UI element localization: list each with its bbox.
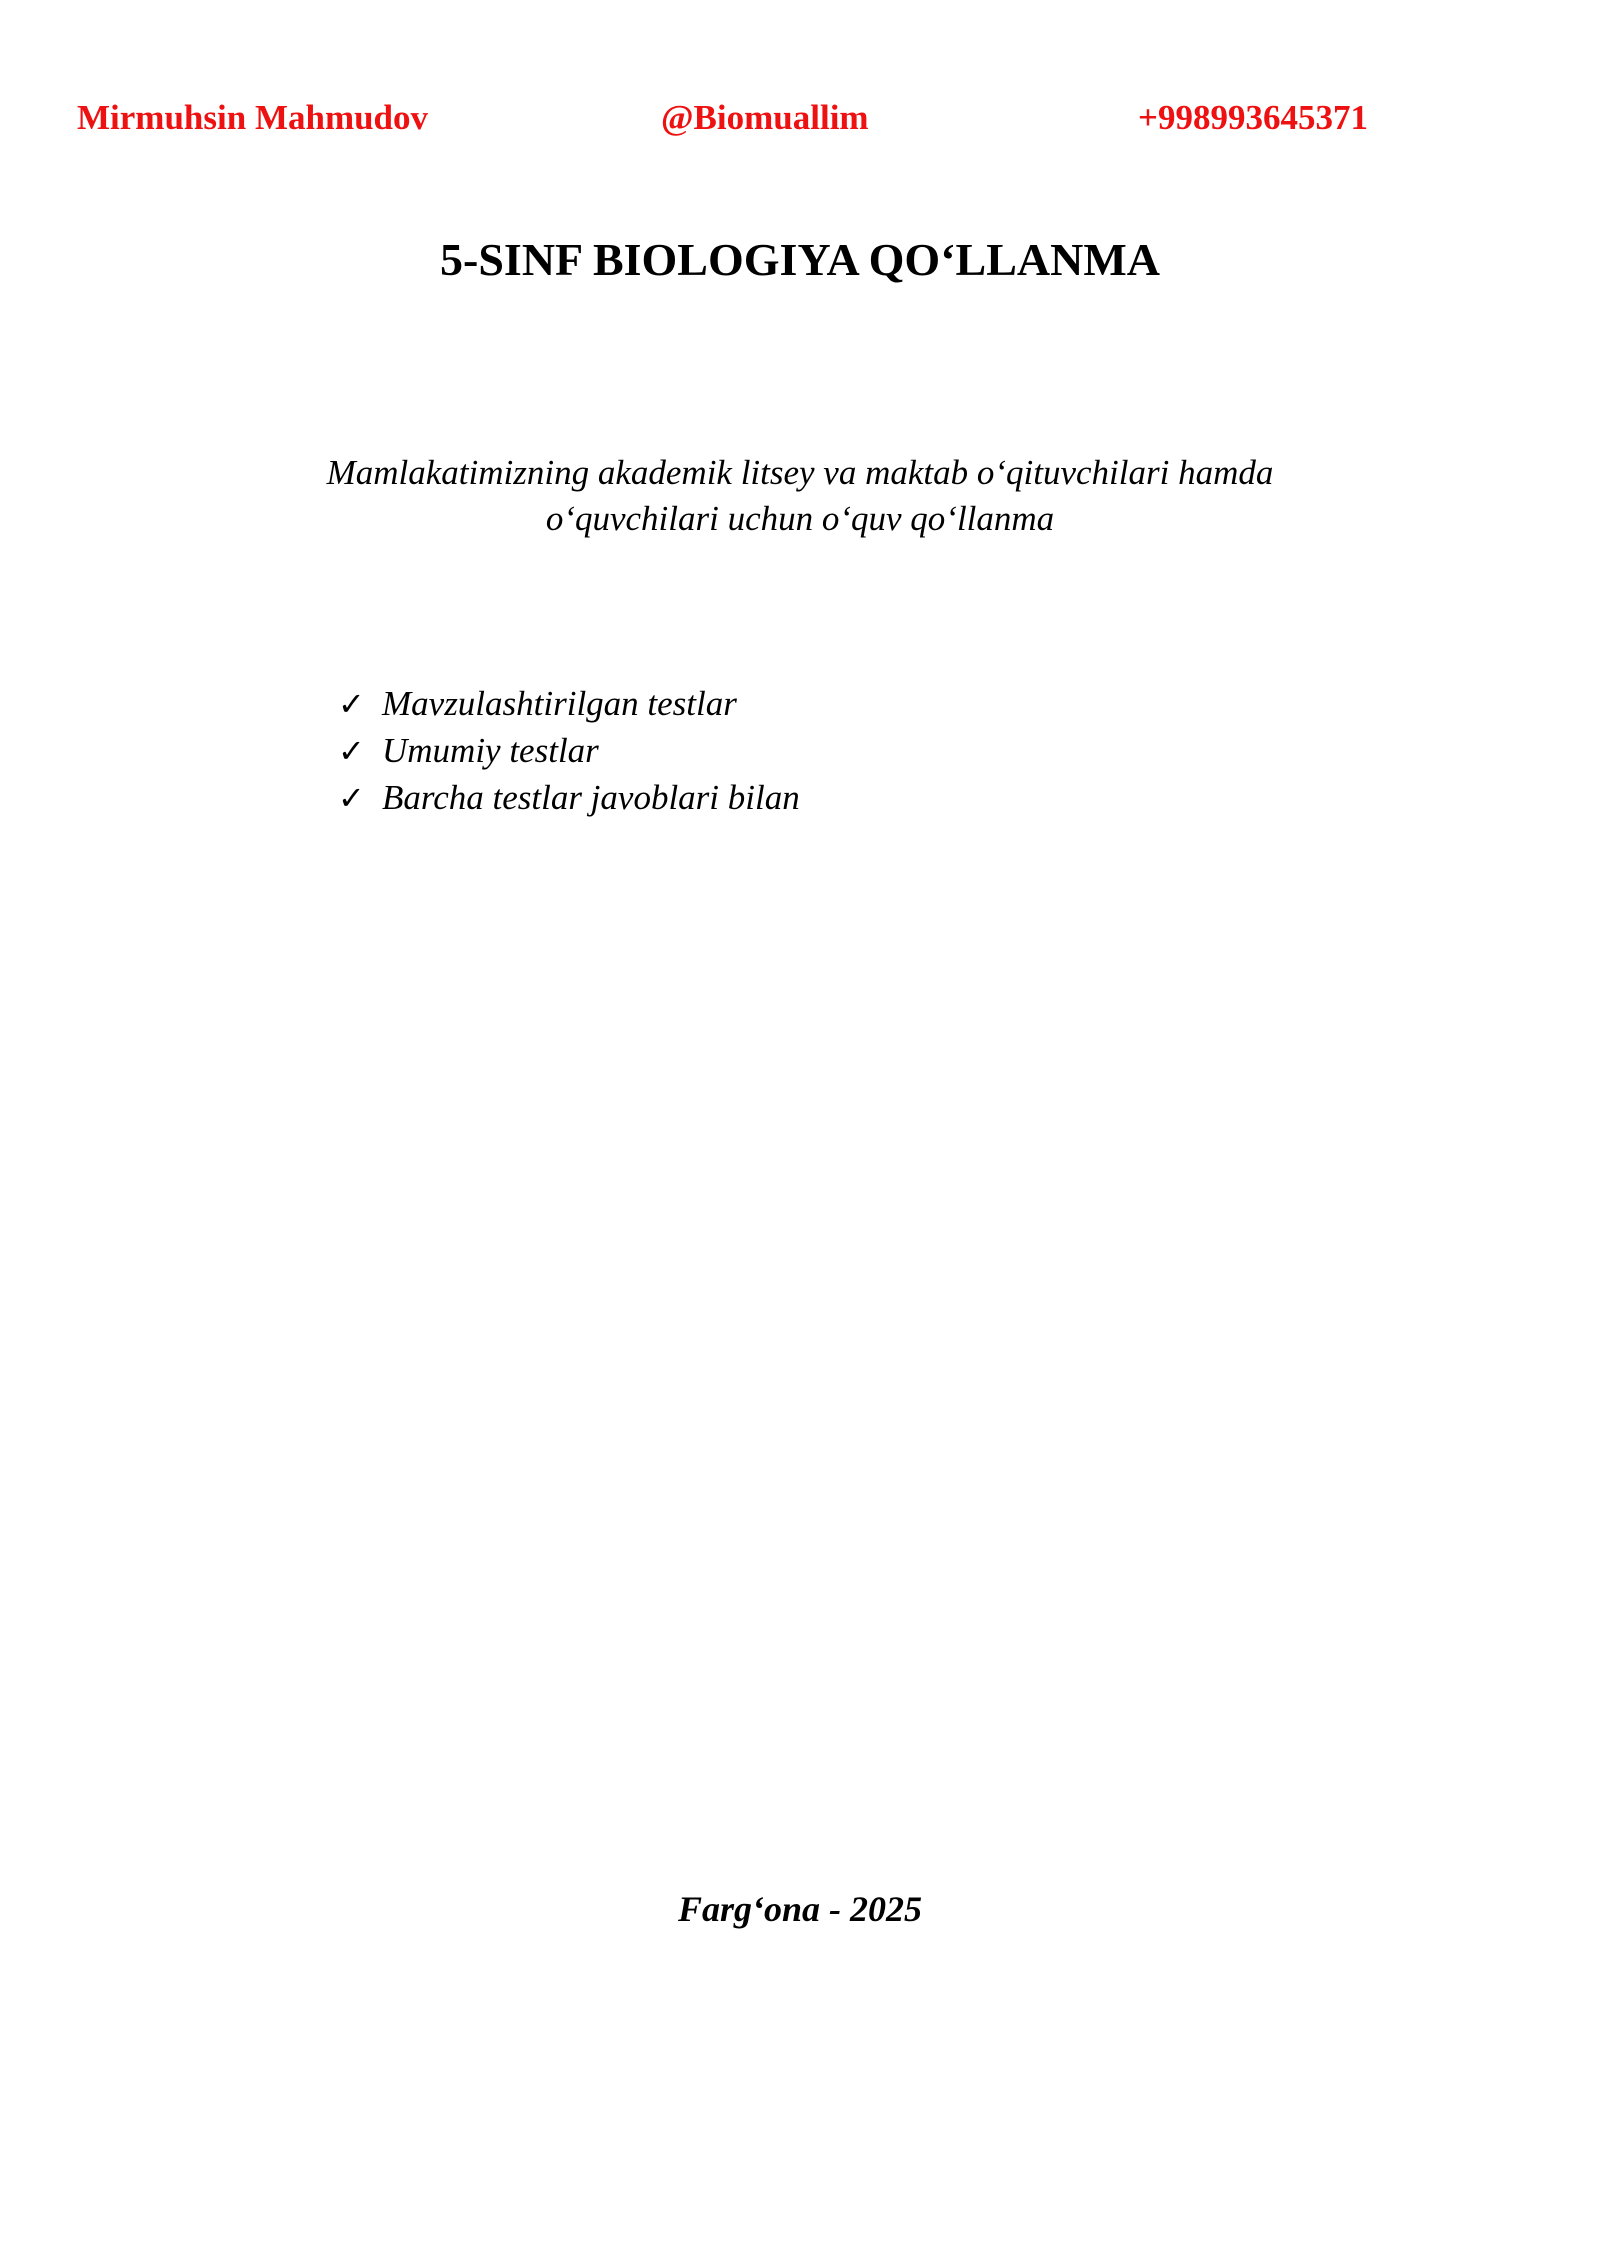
- subtitle-line-2: o‘quvchilari uchun o‘quv qo‘llanma: [545, 499, 1055, 538]
- telegram-handle: @Biomuallim: [661, 98, 869, 137]
- feature-label: Barcha testlar javoblari bilan: [382, 777, 800, 817]
- subtitle-line-1: Mamlakatimizning akademik litsey va maktab o‘qituvchilari hamda: [326, 453, 1274, 492]
- document-subtitle: [250, 450, 1350, 542]
- feature-label: Mavzulashtirilgan testlar: [382, 683, 737, 723]
- author-name: Mirmuhsin Mahmudov: [77, 98, 429, 137]
- list-item: [338, 727, 800, 774]
- checkmark-icon: ✓: [338, 778, 365, 817]
- footer-place-year: Farg‘ona - 2025: [677, 1889, 923, 1929]
- feature-list: [338, 680, 800, 821]
- list-item: [338, 680, 800, 727]
- document-title: 5-SINF BIOLOGIYA QO‘LLANMA: [440, 234, 1160, 285]
- list-item: [338, 774, 800, 821]
- feature-label: Umumiy testlar: [382, 730, 599, 770]
- phone-number: +998993645371: [1138, 98, 1368, 137]
- checkmark-icon: ✓: [338, 731, 365, 770]
- checkmark-icon: ✓: [338, 684, 365, 723]
